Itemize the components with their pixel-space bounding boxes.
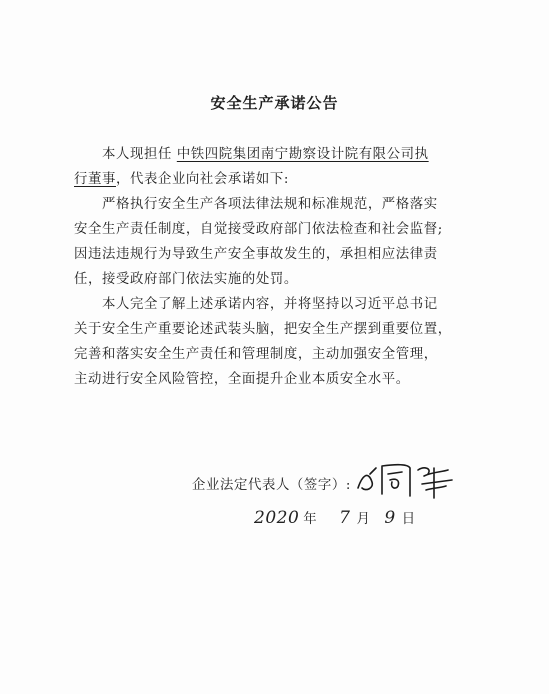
paragraph-appointment <box>74 142 474 192</box>
commitment-line: 严格执行安全生产各项法律法规和标准规范，严格落实 <box>102 197 438 212</box>
understanding-line: 本人完全了解上述承诺内容，并将坚持以习近平总书记 <box>102 297 438 312</box>
appointment-prefix: 本人现担任 <box>102 147 172 162</box>
date-day: 9 <box>384 508 396 528</box>
date-day-unit: 日 <box>401 512 416 527</box>
date-month-unit: 月 <box>356 512 371 527</box>
handwritten-signature <box>352 458 462 502</box>
signature-label: 企业法定代表人（签字）: <box>192 478 352 493</box>
company-role-line2: 行董事 <box>74 172 116 187</box>
commitment-line: 因违法违规行为导致生产安全事故发生的，承担相应法律责 <box>74 247 438 262</box>
date-year-unit: 年 <box>303 512 318 527</box>
appointment-suffix: ，代表企业向社会承诺如下: <box>115 172 289 187</box>
understanding-line: 完善和落实安全生产责任和管理制度，主动加强安全管理， <box>74 347 438 362</box>
company-role-line1: 中铁四院集团南宁勘察设计院有限公司执 <box>176 147 429 162</box>
date-year: 2020 <box>254 508 300 528</box>
understanding-line: 主动进行安全风险管控，全面提升企业本质安全水平。 <box>74 372 410 387</box>
paragraph-understanding <box>74 292 474 392</box>
document-title: 安全生产承诺公告 <box>210 94 339 112</box>
paragraph-commitment <box>74 192 474 292</box>
commitment-line: 任，接受政府部门依法实施的处罚。 <box>74 272 298 287</box>
date-month: 7 <box>339 508 351 528</box>
commitment-line: 安全生产责任制度，自觉接受政府部门依法检查和社会监督; <box>74 222 443 237</box>
signature-date <box>254 508 416 528</box>
understanding-line: 关于安全生产重要论述武装头脑，把安全生产摆到重要位置， <box>74 322 452 337</box>
